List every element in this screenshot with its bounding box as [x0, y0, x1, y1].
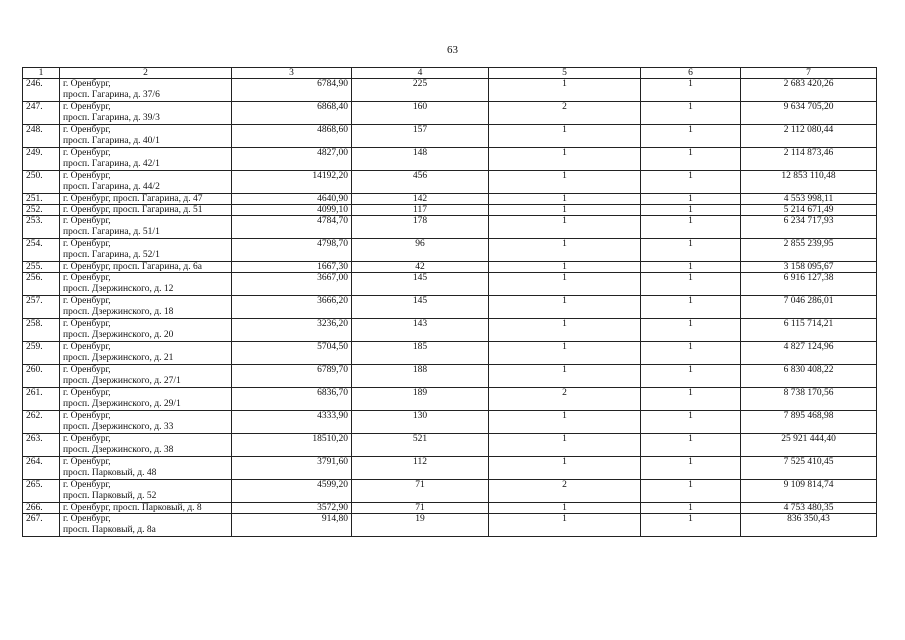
column-5-cell: 2	[489, 388, 641, 411]
table-row	[23, 194, 877, 205]
address-line-2: просп. Дзержинского, д. 20	[63, 330, 174, 340]
column-6-cell: 1	[641, 194, 741, 205]
table-row	[23, 102, 877, 125]
column-4-cell: 225	[352, 79, 489, 102]
amount-cell: 4 827 124,96	[741, 342, 877, 365]
address-line-1: г. Оренбург,	[63, 216, 111, 226]
column-header: 7	[741, 68, 877, 79]
address-line-2: просп. Дзержинского, д. 38	[63, 445, 174, 455]
column-4-cell: 130	[352, 411, 489, 434]
address-line-2: просп. Гагарина, д. 42/1	[63, 159, 160, 169]
row-number: 252.	[23, 205, 60, 216]
column-4-cell: 142	[352, 194, 489, 205]
address-line-1: г. Оренбург,	[63, 148, 111, 158]
address-line-2: просп. Парковый, д. 48	[63, 468, 157, 478]
row-number: 257.	[23, 296, 60, 319]
area-cell: 3236,20	[232, 319, 352, 342]
address-line-1: г. Оренбург,	[63, 102, 111, 112]
column-header: 3	[232, 68, 352, 79]
address-line-1: г. Оренбург,	[63, 411, 111, 421]
address-line-1: г. Оренбург, просп. Гагарина, д. 6а	[63, 262, 202, 272]
column-5-cell: 1	[489, 503, 641, 514]
address-line-2: просп. Дзержинского, д. 12	[63, 284, 174, 294]
address-line-2: просп. Гагарина, д. 52/1	[63, 250, 160, 260]
amount-cell: 2 112 080,44	[741, 125, 877, 148]
address-cell	[60, 480, 232, 503]
column-5-cell: 2	[489, 480, 641, 503]
column-5-cell: 1	[489, 239, 641, 262]
address-line-2: просп. Гагарина, д. 40/1	[63, 136, 160, 146]
row-number: 261.	[23, 388, 60, 411]
amount-cell: 7 525 410,45	[741, 457, 877, 480]
table-row	[23, 79, 877, 102]
area-cell: 6868,40	[232, 102, 352, 125]
address-cell	[60, 514, 232, 537]
address-cell	[60, 411, 232, 434]
address-cell	[60, 457, 232, 480]
amount-cell: 12 853 110,48	[741, 171, 877, 194]
column-5-cell: 1	[489, 296, 641, 319]
address-line-2: просп. Дзержинского, д. 18	[63, 307, 174, 317]
table-row	[23, 342, 877, 365]
column-4-cell: 117	[352, 205, 489, 216]
address-cell	[60, 148, 232, 171]
address-line-1: г. Оренбург,	[63, 388, 111, 398]
column-4-cell: 456	[352, 171, 489, 194]
address-cell	[60, 296, 232, 319]
address-line-1: г. Оренбург,	[63, 79, 111, 89]
column-6-cell: 1	[641, 365, 741, 388]
column-4-cell: 188	[352, 365, 489, 388]
address-line-2: просп. Гагарина, д. 37/6	[63, 90, 160, 100]
address-line-2: просп. Парковый, д. 8а	[63, 525, 156, 535]
table-row	[23, 388, 877, 411]
area-cell: 4868,60	[232, 125, 352, 148]
column-4-cell: 157	[352, 125, 489, 148]
area-cell: 4333,90	[232, 411, 352, 434]
column-header: 4	[352, 68, 489, 79]
address-cell	[60, 273, 232, 296]
amount-cell: 6 830 408,22	[741, 365, 877, 388]
column-header: 2	[60, 68, 232, 79]
address-cell	[60, 79, 232, 102]
amount-cell: 7 895 468,98	[741, 411, 877, 434]
column-6-cell: 1	[641, 388, 741, 411]
column-4-cell: 71	[352, 480, 489, 503]
column-5-cell: 1	[489, 194, 641, 205]
address-line-1: г. Оренбург,	[63, 296, 111, 306]
row-number: 266.	[23, 503, 60, 514]
row-number: 264.	[23, 457, 60, 480]
row-number: 267.	[23, 514, 60, 537]
address-line-1: г. Оренбург,	[63, 342, 111, 352]
address-line-2: просп. Дзержинского, д. 21	[63, 353, 174, 363]
column-5-cell: 1	[489, 171, 641, 194]
table-row	[23, 480, 877, 503]
column-5-cell: 1	[489, 125, 641, 148]
column-6-cell: 1	[641, 457, 741, 480]
column-5-cell: 1	[489, 342, 641, 365]
column-6-cell: 1	[641, 514, 741, 537]
amount-cell: 4 553 998,11	[741, 194, 877, 205]
row-number: 259.	[23, 342, 60, 365]
area-cell: 4640,90	[232, 194, 352, 205]
table-row	[23, 319, 877, 342]
address-cell	[60, 388, 232, 411]
column-4-cell: 145	[352, 296, 489, 319]
column-4-cell: 148	[352, 148, 489, 171]
address-line-1: г. Оренбург,	[63, 365, 111, 375]
row-number: 258.	[23, 319, 60, 342]
column-6-cell: 1	[641, 342, 741, 365]
column-5-cell: 1	[489, 79, 641, 102]
column-header: 5	[489, 68, 641, 79]
column-6-cell: 1	[641, 205, 741, 216]
column-6-cell: 1	[641, 216, 741, 239]
column-6-cell: 1	[641, 480, 741, 503]
column-6-cell: 1	[641, 102, 741, 125]
area-cell: 6836,70	[232, 388, 352, 411]
table-row	[23, 273, 877, 296]
area-cell: 3666,20	[232, 296, 352, 319]
amount-cell: 25 921 444,40	[741, 434, 877, 457]
address-cell	[60, 342, 232, 365]
address-line-1: г. Оренбург,	[63, 239, 111, 249]
column-4-cell: 42	[352, 262, 489, 273]
amount-cell: 6 916 127,38	[741, 273, 877, 296]
column-4-cell: 145	[352, 273, 489, 296]
column-6-cell: 1	[641, 296, 741, 319]
column-4-cell: 160	[352, 102, 489, 125]
amount-cell: 9 634 705,20	[741, 102, 877, 125]
table-row	[23, 434, 877, 457]
address-line-1: г. Оренбург, просп. Гагарина, д. 51	[63, 205, 203, 215]
area-cell: 914,80	[232, 514, 352, 537]
amount-cell: 3 158 095,67	[741, 262, 877, 273]
header-row	[23, 68, 877, 79]
address-line-1: г. Оренбург,	[63, 434, 111, 444]
column-4-cell: 112	[352, 457, 489, 480]
amount-cell: 8 738 170,56	[741, 388, 877, 411]
column-6-cell: 1	[641, 79, 741, 102]
amount-cell: 2 683 420,26	[741, 79, 877, 102]
table-row	[23, 503, 877, 514]
area-cell: 5704,50	[232, 342, 352, 365]
address-cell	[60, 205, 232, 216]
amount-cell: 2 114 873,46	[741, 148, 877, 171]
address-line-2: просп. Дзержинского, д. 27/1	[63, 376, 181, 386]
area-cell: 18510,20	[232, 434, 352, 457]
row-number: 265.	[23, 480, 60, 503]
area-cell: 14192,20	[232, 171, 352, 194]
area-cell: 4798,70	[232, 239, 352, 262]
address-line-2: просп. Дзержинского, д. 33	[63, 422, 174, 432]
row-number: 253.	[23, 216, 60, 239]
table-row	[23, 262, 877, 273]
address-line-1: г. Оренбург, просп. Гагарина, д. 47	[63, 194, 203, 204]
area-cell: 4099,10	[232, 205, 352, 216]
area-cell: 3572,90	[232, 503, 352, 514]
address-line-1: г. Оренбург, просп. Парковый, д. 8	[63, 503, 202, 513]
amount-cell: 5 214 671,49	[741, 205, 877, 216]
row-number: 255.	[23, 262, 60, 273]
address-cell	[60, 434, 232, 457]
register-table	[22, 67, 877, 537]
column-6-cell: 1	[641, 262, 741, 273]
row-number: 256.	[23, 273, 60, 296]
address-line-1: г. Оренбург,	[63, 171, 111, 181]
table-row	[23, 216, 877, 239]
address-cell	[60, 171, 232, 194]
area-cell: 3791,60	[232, 457, 352, 480]
table-row	[23, 411, 877, 434]
column-5-cell: 1	[489, 273, 641, 296]
row-number: 251.	[23, 194, 60, 205]
column-5-cell: 1	[489, 434, 641, 457]
column-header: 1	[23, 68, 60, 79]
column-6-cell: 1	[641, 503, 741, 514]
column-4-cell: 96	[352, 239, 489, 262]
amount-cell: 836 350,43	[741, 514, 877, 537]
amount-cell: 2 855 239,95	[741, 239, 877, 262]
address-cell	[60, 102, 232, 125]
column-4-cell: 178	[352, 216, 489, 239]
address-line-2: просп. Гагарина, д. 44/2	[63, 182, 160, 192]
table-body	[23, 79, 877, 537]
column-5-cell: 1	[489, 216, 641, 239]
row-number: 249.	[23, 148, 60, 171]
row-number: 247.	[23, 102, 60, 125]
area-cell: 4599,20	[232, 480, 352, 503]
area-cell: 4827,00	[232, 148, 352, 171]
column-5-cell: 1	[489, 262, 641, 273]
address-line-2: просп. Гагарина, д. 51/1	[63, 227, 160, 237]
column-5-cell: 1	[489, 411, 641, 434]
table-row	[23, 205, 877, 216]
table-row	[23, 457, 877, 480]
column-6-cell: 1	[641, 319, 741, 342]
column-4-cell: 185	[352, 342, 489, 365]
address-line-1: г. Оренбург,	[63, 457, 111, 467]
table-row	[23, 514, 877, 537]
area-cell: 6789,70	[232, 365, 352, 388]
column-4-cell: 189	[352, 388, 489, 411]
column-6-cell: 1	[641, 239, 741, 262]
table-row	[23, 125, 877, 148]
column-4-cell: 19	[352, 514, 489, 537]
column-5-cell: 1	[489, 148, 641, 171]
area-cell: 6784,90	[232, 79, 352, 102]
row-number: 262.	[23, 411, 60, 434]
column-5-cell: 1	[489, 319, 641, 342]
address-line-2: просп. Парковый, д. 52	[63, 491, 157, 501]
amount-cell: 4 753 480,35	[741, 503, 877, 514]
amount-cell: 7 046 286,01	[741, 296, 877, 319]
column-6-cell: 1	[641, 125, 741, 148]
address-cell	[60, 319, 232, 342]
address-line-1: г. Оренбург,	[63, 480, 111, 490]
row-number: 260.	[23, 365, 60, 388]
column-header: 6	[641, 68, 741, 79]
table-row	[23, 296, 877, 319]
address-cell	[60, 239, 232, 262]
column-4-cell: 143	[352, 319, 489, 342]
address-cell	[60, 503, 232, 514]
amount-cell: 6 234 717,93	[741, 216, 877, 239]
column-5-cell: 1	[489, 514, 641, 537]
table-row	[23, 239, 877, 262]
column-5-cell: 1	[489, 205, 641, 216]
page-number: 63	[447, 44, 458, 56]
row-number: 248.	[23, 125, 60, 148]
area-cell: 1667,30	[232, 262, 352, 273]
row-number: 263.	[23, 434, 60, 457]
address-cell	[60, 194, 232, 205]
row-number: 246.	[23, 79, 60, 102]
column-6-cell: 1	[641, 171, 741, 194]
area-cell: 3667,00	[232, 273, 352, 296]
address-line-2: просп. Гагарина, д. 39/3	[63, 113, 160, 123]
column-6-cell: 1	[641, 411, 741, 434]
table-row	[23, 148, 877, 171]
address-cell	[60, 365, 232, 388]
address-cell	[60, 262, 232, 273]
column-4-cell: 71	[352, 503, 489, 514]
column-5-cell: 2	[489, 102, 641, 125]
address-line-1: г. Оренбург,	[63, 319, 111, 329]
address-line-2: просп. Дзержинского, д. 29/1	[63, 399, 181, 409]
table-row	[23, 171, 877, 194]
address-line-1: г. Оренбург,	[63, 125, 111, 135]
address-line-1: г. Оренбург,	[63, 514, 111, 524]
column-6-cell: 1	[641, 434, 741, 457]
amount-cell: 9 109 814,74	[741, 480, 877, 503]
row-number: 250.	[23, 171, 60, 194]
column-5-cell: 1	[489, 365, 641, 388]
column-6-cell: 1	[641, 273, 741, 296]
table-row	[23, 365, 877, 388]
area-cell: 4784,70	[232, 216, 352, 239]
address-line-1: г. Оренбург,	[63, 273, 111, 283]
column-6-cell: 1	[641, 148, 741, 171]
address-cell	[60, 125, 232, 148]
column-4-cell: 521	[352, 434, 489, 457]
column-5-cell: 1	[489, 457, 641, 480]
amount-cell: 6 115 714,21	[741, 319, 877, 342]
address-cell	[60, 216, 232, 239]
row-number: 254.	[23, 239, 60, 262]
